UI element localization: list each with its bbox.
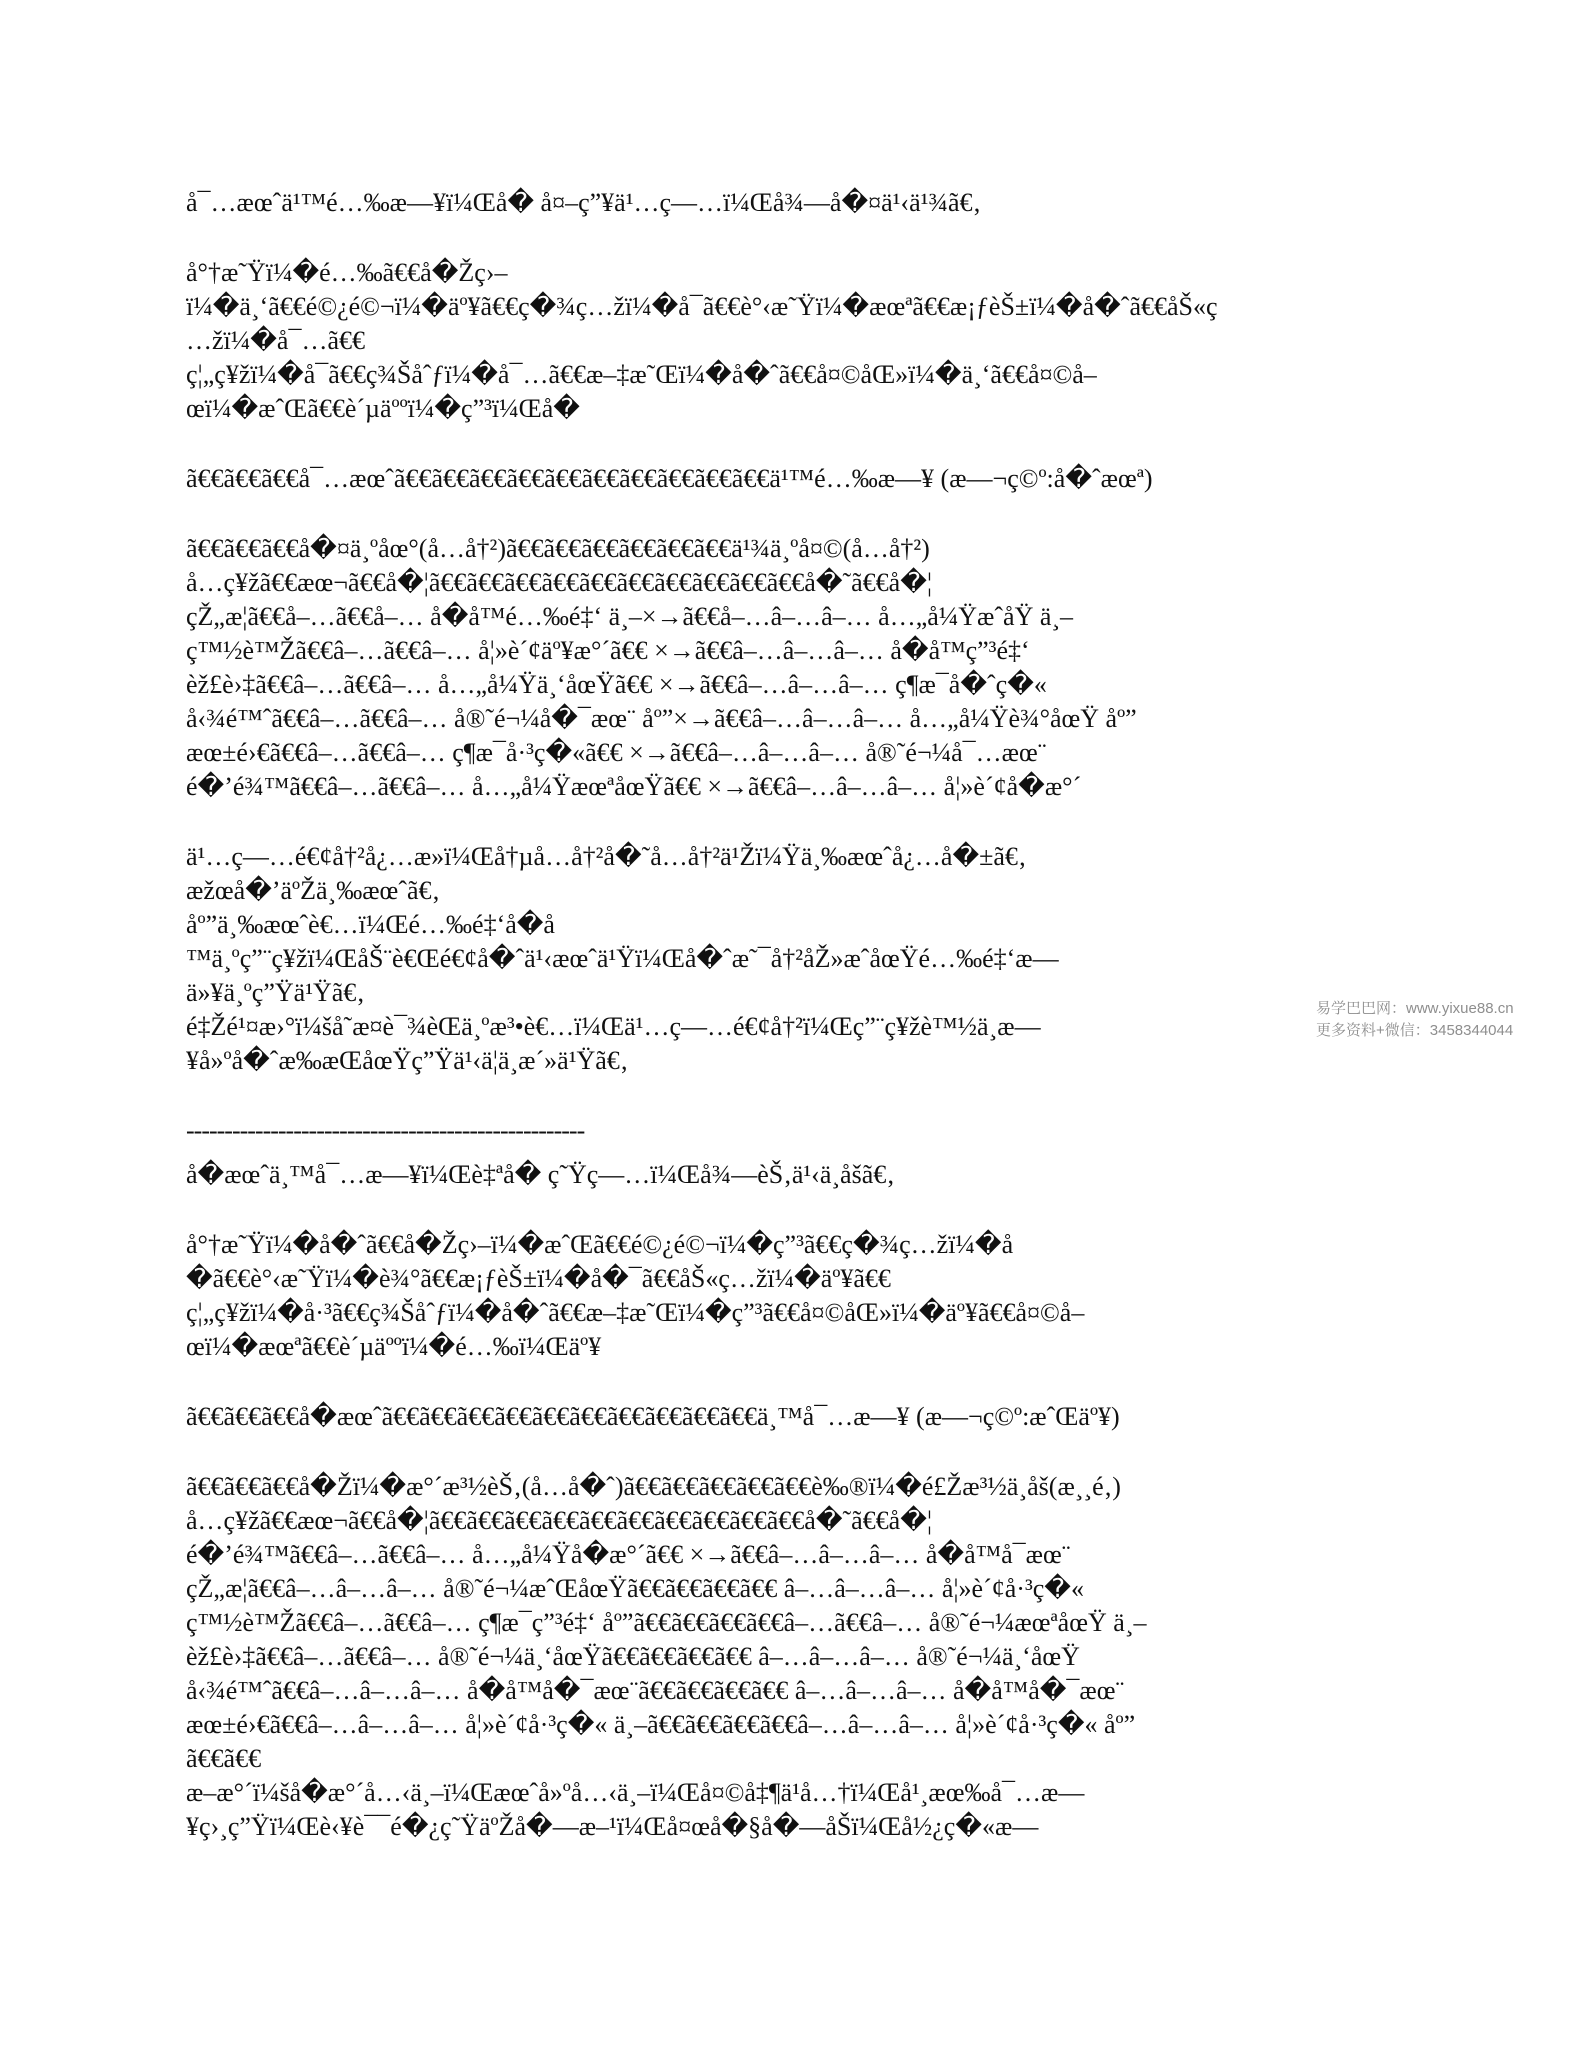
- paragraph: [186, 1228, 1286, 1364]
- text-line: å‹¾é™ˆã€€â–…ã€€â–… å®˜é¬¼å�¯æœ¨ åº”×→ã€€â–…â–…â–… å…„å¼Ÿè¾°åœŸ åº”: [186, 704, 1137, 733]
- text-line: œï¼�æˆŒã€€è´µäººï¼�ç”³ï¼Œå�: [186, 394, 580, 423]
- text-line: å�æœˆä¸™å¯…æ—¥ï¼Œè‡ªå� ç˜Ÿç—…ï¼Œå¾—èŠ‚ä¹‹ä¸åšã€‚: [186, 1160, 895, 1189]
- text-line: åº”ä¸‰æœˆè€…ï¼Œé…‰é‡‘å�å: [186, 910, 555, 939]
- text-line: ç¦„ç¥žï¼�å·³ã€€ç¾Šåˆƒï¼�å�ˆã€€æ–‡æ˜Œï¼�ç”³ã€€å¤©åŒ»ï¼�äº¥ã€€å¤©å–: [186, 1298, 1085, 1327]
- text-line: �ã€€è°‹æ˜Ÿï¼�è¾°ã€€æ¡ƒèŠ±ï¼�å�¯ã€€åŠ«ç…žï¼�äº¥ã€€: [186, 1264, 891, 1293]
- document-part-2: [186, 1158, 1286, 1844]
- text-line: æœ±é›€ã€€â–…ã€€â–… ç¶æ¯å·³ç�«ã€€ ×→ã€€â–…â–…â–… å®˜é¬¼å¯…æœ¨: [186, 738, 1047, 767]
- paragraph: [186, 462, 1286, 496]
- text-line: æ–æ°´ï¼šå�æ°´å…‹ä¸–ï¼Œæœˆå»ºå…‹ä¸–ï¼Œå¤©å‡¶ä¹å…†ï¼Œå¹¸æœ‰å¯…æ—: [186, 1778, 1085, 1807]
- text-line: é‡Žé¹¤æ›°ï¼šå˜æ¤è¯¾èŒä¸ºæ³•è€…ï¼Œä¹…ç—…é€¢å†²ï¼Œç”¨ç¥žè™½ä¸æ—: [186, 1012, 1041, 1041]
- text-line: çŽ„æ¦ã€€å–…ã€€å–… å�å™é…‰é‡‘ ä¸–×→ã€€å–…â–…â–… å…„å¼ŸæˆåŸ ä¸–: [186, 602, 1074, 631]
- text-line: …žï¼�å¯…ã€€: [186, 326, 366, 355]
- text-line: ™ä¸ºç”¨ç¥žï¼ŒåŠ¨è€Œé€¢å�ˆä¹‹æœˆä¹Ÿï¼Œå�ˆæ˜¯å†²åŽ»æˆåœŸé…‰é‡‘æ—: [186, 944, 1059, 973]
- paragraph: [186, 186, 1286, 220]
- text-line: ç™½è™Žã€€â–…ã€€â–… ç¶æ¯ç”³é‡‘ åº”ã€€ã€€ã€€ã€€â–…ã€€â–… å®˜é¬¼æœªåœŸ ä¸–: [186, 1608, 1147, 1637]
- text-line: ç™½è™Žã€€â–…ã€€â–… å¦»è´¢äº¥æ°´ã€€ ×→ã€€â–…â–…â–… å�å™ç”³é‡‘: [186, 636, 1030, 665]
- text-line: ã€€ã€€ã€€å¯…æœˆã€€ã€€ã€€ã€€ã€€ã€€ã€€ã€€ã€€ã€€ä¹™é…‰æ—¥ (æ—¬ç©º:å�ˆæœª): [186, 464, 1153, 493]
- watermark-line-1: 易学巴巴网：www.yixue88.cn: [1316, 1000, 1514, 1017]
- text-line: èž£è›‡ã€€â–…ã€€â–… å…„å¼Ÿä¸‘åœŸã€€ ×→ã€€â–…â–…â–… ç¶æ¯å�ˆç�«: [186, 670, 1047, 699]
- text-line: é�’é¾™ã€€â–…ã€€â–… å…„å¼Ÿå�æ°´ã€€ ×→ã€€â–…â–…â–… å�å™å¯æœ¨: [186, 1540, 1071, 1569]
- text-line: å…ç¥žã€€æœ¬ã€€å�¦ã€€ã€€ã€€ã€€ã€€ã€€ã€€ã€€ã€€ã€€å�˜ã€€å�¦: [186, 568, 933, 597]
- text-line: ã€€ã€€ã€€å�Žï¼�æ°´æ³½èŠ‚(å…å�ˆ)ã€€ã€€ã€€ã€€ã€€è‰®ï¼�é£Žæ³½ä¸åš(æ¸¸é‚): [186, 1472, 1121, 1501]
- paragraph: [186, 1400, 1286, 1434]
- text-line: ï¼�ä¸‘ã€€é©¿é©¬ï¼�äº¥ã€€ç�¾ç…žï¼�å¯ã€€è°‹æ˜Ÿï¼�æœªã€€æ¡ƒèŠ±ï¼�å�ˆã€€åŠ«ç: [186, 292, 1218, 321]
- document-page: [186, 186, 1286, 1880]
- paragraph: [186, 532, 1286, 804]
- text-line: ¥ç›¸ç”Ÿï¼Œè‹¥è¯¯é�¿ç˜ŸäºŽå�—æ–¹ï¼Œå¤œå�§å�—åŠï¼Œå½¿ç�«æ—: [186, 1812, 1039, 1841]
- text-line: œï¼�æœªã€€è´µäººï¼�é…‰ï¼Œäº¥: [186, 1332, 602, 1361]
- paragraph: [186, 1158, 1286, 1192]
- text-line: é�’é¾™ã€€â–…ã€€â–… å…„å¼ŸæœªåœŸã€€ ×→ã€€â–…â–…â–… å¦»è´¢å�æ°´: [186, 772, 1082, 801]
- text-line: æœ±é›€ã€€â–…â–…â–… å¦»è´¢å·³ç�« ä¸–ã€€ã€€ã€€ã€€â–…â–…â–… å¦»è´¢å·³ç�« åº”: [186, 1710, 1136, 1739]
- text-line: å°†æ˜Ÿï¼�é…‰ã€€å�Žç›–: [186, 258, 508, 287]
- watermark-line-2: 更多资料+微信：3458344044: [1316, 1022, 1514, 1039]
- text-line: å¯…æœˆä¹™é…‰æ—¥ï¼Œå� å¤–ç”¥ä¹…ç—…ï¼Œå¾—å�¤ä¹‹ä¹¾ã€‚: [186, 188, 982, 217]
- text-line: ã€€ã€€ã€€å�¤ä¸ºåœ°(å…å†²)ã€€ã€€ã€€ã€€ã€€ã€€ä¹¾ä¸ºå¤©(å…å†²): [186, 534, 930, 563]
- text-line: ä»¥ä¸ºç”Ÿä¹Ÿã€‚: [186, 978, 365, 1007]
- text-line: å…ç¥žã€€æœ¬ã€€å�¦ã€€ã€€ã€€ã€€ã€€ã€€ã€€ã€€ã€€ã€€å�˜ã€€å�¦: [186, 1506, 933, 1535]
- text-line: èž£è›‡ã€€â–…ã€€â–… å®˜é¬¼ä¸‘åœŸã€€ã€€ã€€ã€€ â–…â–…â–… å®˜é¬¼ä¸‘åœŸ: [186, 1642, 1080, 1671]
- watermark: [1316, 998, 1576, 1042]
- text-line: ã€€ã€€ã€€å�æœˆã€€ã€€ã€€ã€€ã€€ã€€ã€€ã€€ã€€ã€€ä¸™å¯…æ—¥ (æ—¬ç©º:æˆŒäº¥): [186, 1402, 1120, 1431]
- text-line: ä¹…ç—…é€¢å†²å¿…æ»ï¼Œå†µå…å†²å�˜å…å†²ä¹Žï¼Ÿä¸‰æœˆå¿…å�±ã€‚: [186, 842, 1027, 871]
- horizontal-rule: ----------------------------------------------------: [186, 1116, 585, 1145]
- paragraph: [186, 256, 1286, 426]
- text-line: å‹¾é™ˆã€€â–…â–…â–… å�å™å�¯æœ¨ã€€ã€€ã€€ã€€ â–…â–…â–… å�å™å�¯æœ¨: [186, 1676, 1125, 1705]
- text-line: ¥å»ºå�ˆæ‰æŒåœŸç”Ÿä¹‹ä¦ä¸æ´»ä¹Ÿã€‚: [186, 1046, 629, 1075]
- text-line: æžœå�’äºŽä¸‰æœˆã€‚: [186, 876, 441, 905]
- document-part-1: [186, 186, 1286, 1078]
- text-line: å°†æ˜Ÿï¼�å�ˆã€€å�Žç›–ï¼�æˆŒã€€é©¿é©¬ï¼�ç”³ã€€ç�¾ç…žï¼�å: [186, 1230, 1014, 1259]
- text-line: ã€€ã€€: [186, 1744, 262, 1773]
- text-line: çŽ„æ¦ã€€â–…â–…â–… å®˜é¬¼æˆŒåœŸã€€ã€€ã€€ã€€ â–…â–…â–… å¦»è´¢å·³ç�«: [186, 1574, 1084, 1603]
- paragraph: [186, 1470, 1286, 1844]
- paragraph: [186, 840, 1286, 1078]
- text-line: ç¦„ç¥žï¼�å¯ã€€ç¾Šåˆƒï¼�å¯…ã€€æ–‡æ˜Œï¼�å�ˆã€€å¤©åŒ»ï¼�ä¸‘ã€€å¤©å–: [186, 360, 1097, 389]
